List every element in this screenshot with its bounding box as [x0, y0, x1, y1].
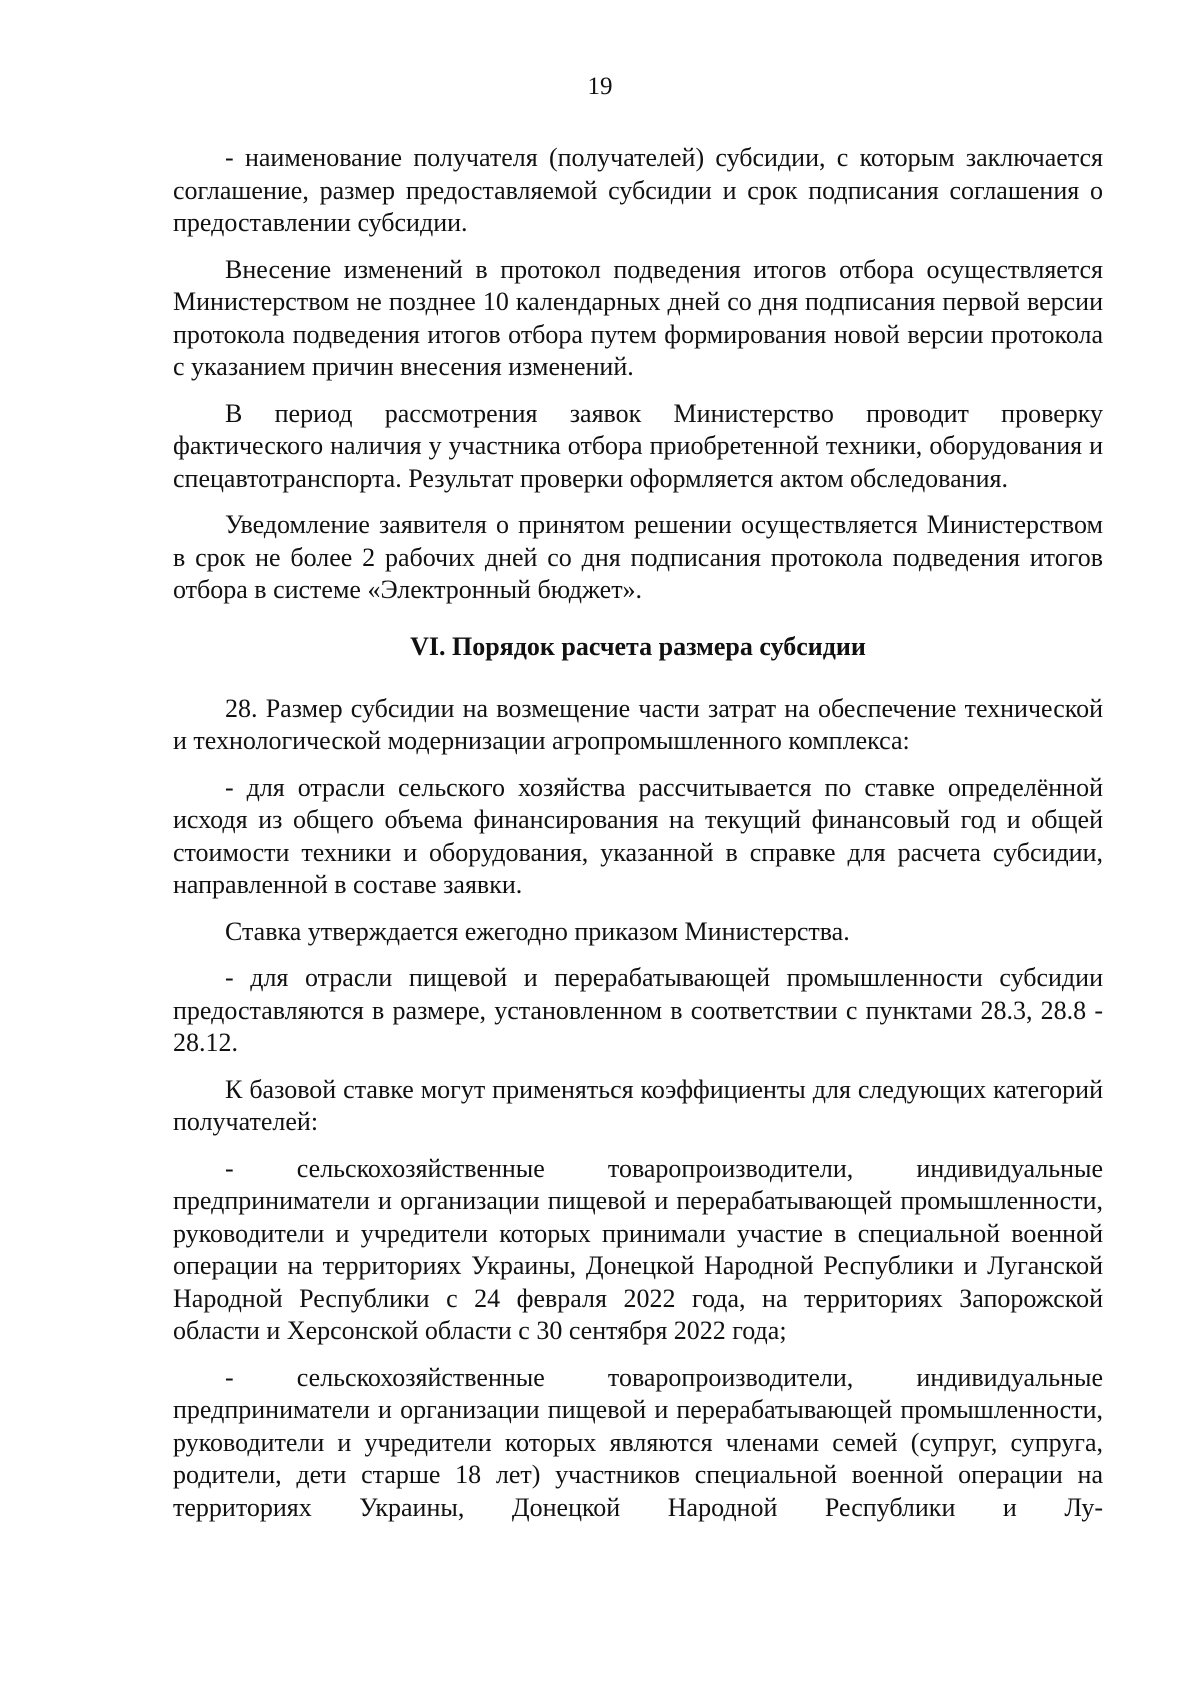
paragraph-svo-participants: - сельскохозяйственные товаропроизводители, индивидуальные предприниматели и организации пищевой и перерабатывающей промышленности, руководители и учредители которых принимали участие в специальной военной операции на территориях Украины, Донецкой Народной Республики и Луганской Народной Республики с 24 февраля 2022 года, на территориях Запорожской области и Херсонской области с 30 сентября 2022 года;	[173, 1153, 1103, 1345]
paragraph-item-28: 28. Размер субсидии на возмещение части затрат на обеспечение технической и технологической модернизации агропромышленного комплекса:	[173, 693, 1103, 755]
paragraph-coefficients: К базовой ставке могут применяться коэффициенты для следующих категорий получателей:	[173, 1074, 1103, 1136]
paragraph-rate-approval: Ставка утверждается ежегодно приказом Министерства.	[225, 916, 850, 946]
paragraph-agriculture-rate: - для отрасли сельского хозяйства рассчитывается по ставке определённой исходя из общего объема финансирования на текущий финансовый год и общей стоимости техники и оборудования, указанной в справке для расчета субсидии, направленной в составе заявки.	[173, 772, 1103, 899]
paragraph-equipment-check: В период рассмотрения заявок Министерство проводит проверку фактического наличия у участника отбора приобретенной техники, оборудования и спецавтотранспорта. Результат проверки оформляется актом обследования.	[173, 398, 1103, 493]
document-body	[173, 142, 1103, 1538]
paragraph-food-industry: - для отрасли пищевой и перерабатывающей промышленности субсидии предоставляются в размере, установленном в соответствии с пунктами 28.3, 28.8 - 28.12.	[173, 963, 1103, 1057]
paragraph-protocol-changes: Внесение изменений в протокол подведения итогов отбора осуществляется Министерством не позднее 10 календарных дней со дня подписания первой версии протокола подведения итогов отбора путем формирования новой версии протокола с указанием причин внесения изменений.	[173, 254, 1103, 381]
page-number: 19	[587, 73, 613, 100]
paragraph-applicant-notification: Уведомление заявителя о принятом решении осуществляется Министерством в срок не более 2 рабочих дней со дня подписания протокола подведения итогов отбора в системе «Электронный бюджет».	[173, 510, 1103, 604]
section-heading: VI. Порядок расчета размера субсидии	[410, 631, 866, 661]
paragraph-recipient-name: - наименование получателя (получателей) субсидии, с которым заключается соглашение, размер предоставляемой субсидии и срок подписания соглашения о предоставлении субсидии.	[173, 143, 1103, 237]
paragraph-svo-family-members: - сельскохозяйственные товаропроизводители, индивидуальные предприниматели и организации пищевой и перерабатывающей промышленности, руководители и учредители которых являются членами семей (супруг, супруга, родители, дети старше 18 лет) участников специальной военной операции на территориях Украины, Донецкой Народной Республики и Лу-	[173, 1362, 1103, 1522]
